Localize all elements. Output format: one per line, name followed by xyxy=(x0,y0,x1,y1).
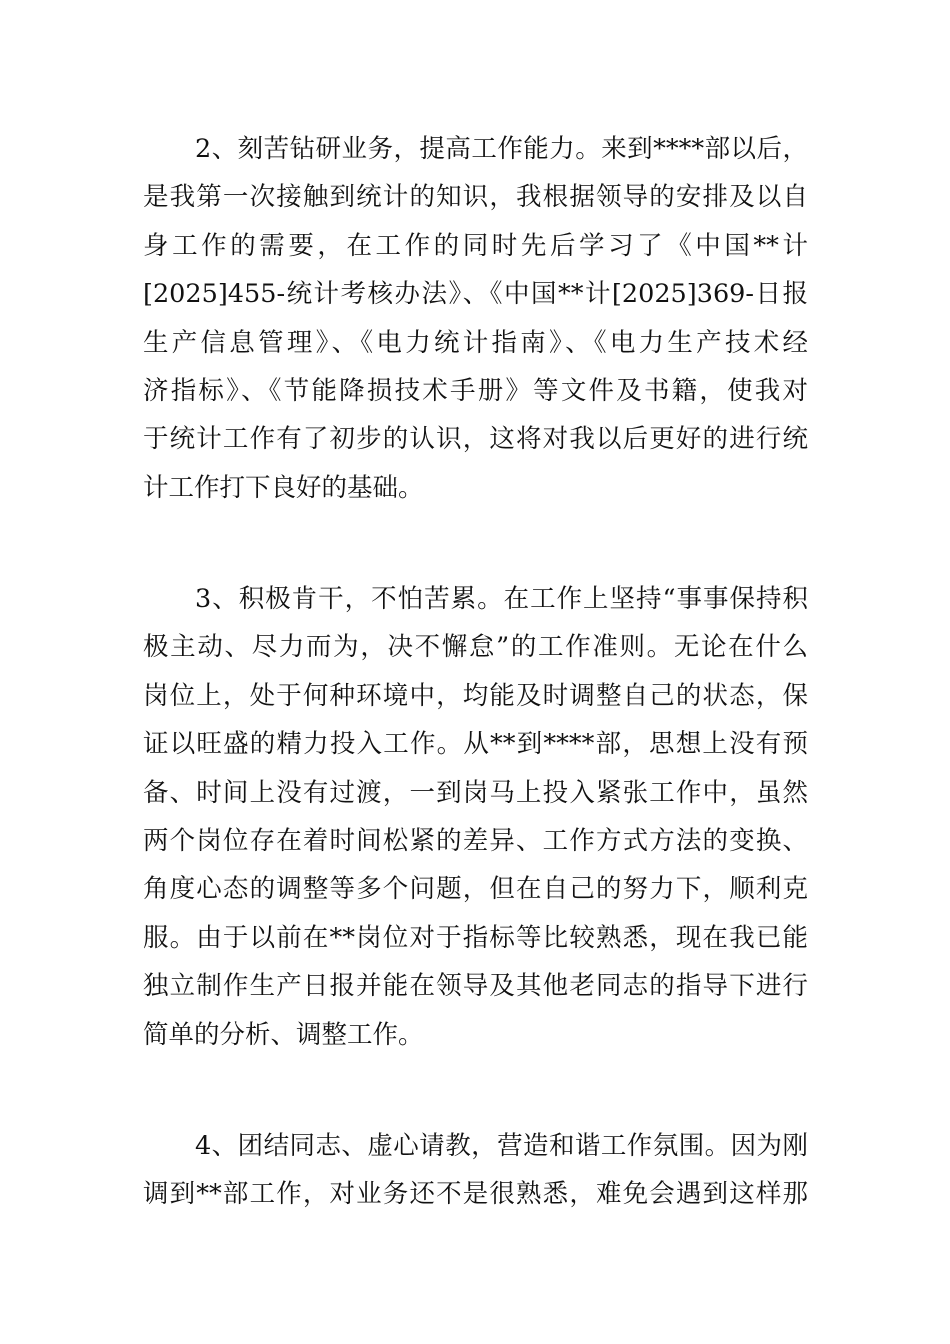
text-line: [2025]455-统计考核办法》、《中国**计[2025]369-日报 xyxy=(143,279,808,310)
text-line: 身工作的需要，在工作的同时先后学习了《中国**计 xyxy=(143,230,808,261)
text-line: 调到**部工作，对业务还不是很熟悉，难免会遇到这样那 xyxy=(143,1179,808,1210)
paragraph-3 xyxy=(143,575,808,1059)
text-line: 计工作打下良好的基础。 xyxy=(143,472,424,503)
text-line: 备、时间上没有过渡，一到岗马上投入紧张工作中，虽然 xyxy=(143,777,808,808)
text-line: 证以旺盛的精力投入工作。从**到****部，思想上没有预 xyxy=(143,729,808,760)
text-line: 2、刻苦钻研业务，提高工作能力。来到****部以后， xyxy=(195,134,808,164)
text-line: 是我第一次接触到统计的知识，我根据领导的安排及以自 xyxy=(143,182,808,213)
text-line: 角度心态的调整等多个问题，但在自己的努力下，顺利克 xyxy=(143,874,808,905)
text-line: 独立制作生产日报并能在领导及其他老同志的指导下进行 xyxy=(143,971,808,1002)
paragraph-4 xyxy=(143,1122,808,1219)
text-line: 服。由于以前在**岗位对于指标等比较熟悉，现在我已能 xyxy=(143,922,808,953)
text-line: 简单的分析、调整工作。 xyxy=(143,1019,424,1050)
paragraph-2 xyxy=(143,125,808,512)
text-line: 3、积极肯干，不怕苦累。在工作上坚持“事事保持积 xyxy=(195,584,808,614)
text-line: 济指标》、《节能降损技术手册》等文件及书籍，使我对 xyxy=(143,375,808,406)
text-line: 两个岗位存在着时间松紧的差异、工作方式方法的变换、 xyxy=(143,825,808,856)
text-line: 岗位上，处于何种环境中，均能及时调整自己的状态，保 xyxy=(143,680,808,711)
text-line: 生产信息管理》、《电力统计指南》、《电力生产技术经 xyxy=(143,327,808,358)
text-line: 极主动、尽力而为，决不懈怠”的工作准则。无论在什么 xyxy=(143,632,808,663)
text-line: 4、团结同志、虚心请教，营造和谐工作氛围。因为刚 xyxy=(195,1131,808,1161)
text-line: 于统计工作有了初步的认识，这将对我以后更好的进行统 xyxy=(143,424,808,455)
